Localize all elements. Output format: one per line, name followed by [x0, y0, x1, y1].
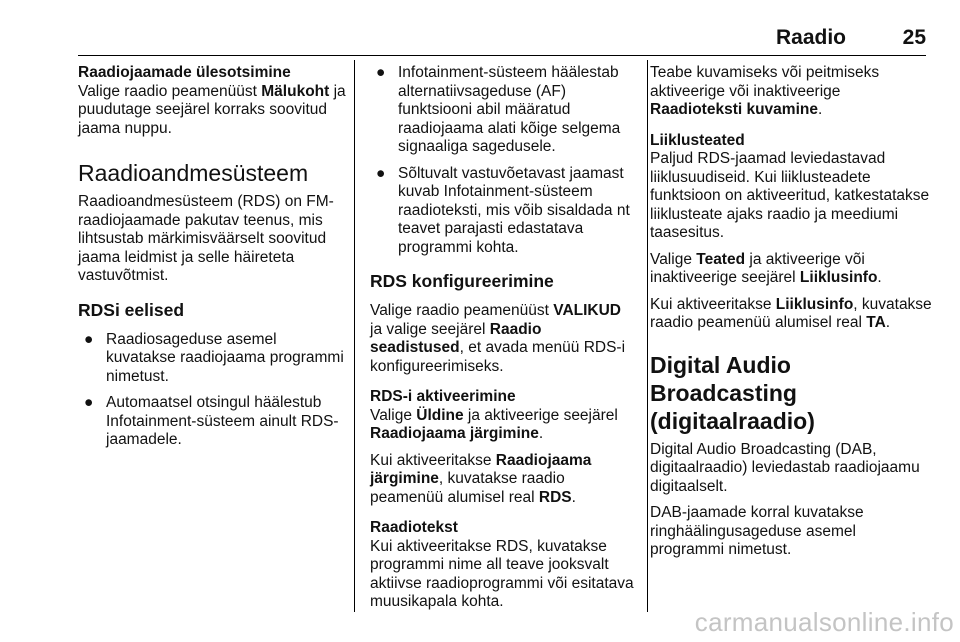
column-divider-2 — [647, 60, 648, 612]
ui-term: Raadiojaama järgimine — [370, 425, 539, 442]
heading-rds-config: RDS konfigureerimine — [370, 271, 554, 291]
heading-rds: Raadioandmesüsteem — [78, 160, 309, 186]
text: Kui aktiveeritakse — [650, 295, 776, 313]
ui-term: Mälukoht — [261, 82, 330, 100]
text: . — [538, 425, 544, 442]
paragraph — [650, 296, 932, 333]
paragraph: Kui aktiveeritakse RDS, kuvatakse programmi nime all teave jooksvalt aktiivse raadioprogrammi või esitatava muusikapala kohta. — [370, 537, 634, 610]
ui-term: Raadioteksti kuvamine — [650, 101, 818, 118]
text: Kui aktiveeritakse — [370, 451, 496, 469]
page-header — [78, 0, 926, 56]
column-3 — [650, 64, 932, 568]
page-title: Raadio — [775, 26, 846, 49]
ui-term: Liiklusinfo — [799, 269, 878, 286]
list-item — [78, 331, 346, 387]
text: , kuvatakse raadio peamenüü alumisel real — [370, 470, 565, 506]
ui-term: Raadiojaama järgimine — [370, 451, 592, 487]
column-divider-1 — [354, 60, 355, 612]
subheading: Raadiotekst — [370, 519, 458, 536]
list-item — [78, 394, 346, 450]
paragraph: DAB-jaamade korral kuvatakse ringhäälingusageduse asemel programmi nimetust. — [650, 504, 864, 558]
bullet-icon: ● — [84, 394, 94, 411]
text: . — [877, 269, 882, 286]
list-item — [370, 165, 636, 258]
text: . — [885, 314, 891, 331]
list-item-text: Automaatsel otsingul häälestub Infotainment-süsteem ainult RDS-jaamadele. — [106, 394, 339, 448]
text: . — [571, 488, 576, 506]
ui-term: RDS — [538, 488, 572, 506]
paragraph — [650, 64, 932, 120]
header-divider — [78, 55, 926, 56]
subheading: Liiklusteated — [650, 131, 745, 149]
column-1 — [78, 64, 346, 458]
bullet-list — [370, 64, 636, 257]
text: ja valige seejärel — [370, 320, 490, 338]
paragraph — [78, 83, 346, 139]
paragraph: Paljud RDS-jaamad leviedastavad liiklusuudiseid. Kui liiklusteadete funktsioon on aktiveeritud, katkestatakse liiklusteate ajaks raadio ja meediumi taasesitus. — [650, 150, 930, 241]
text: ja aktiveerige või inaktiveerige seejärel — [650, 250, 865, 286]
text: , kuvatakse raadio peamenüü alumisel real — [650, 295, 932, 331]
subheading: RDS-i aktiveerimine — [370, 388, 516, 405]
paragraph — [370, 302, 636, 376]
ui-term: Üldine — [416, 406, 464, 424]
text: Valige — [650, 250, 697, 268]
text: Valige raadio peamenüüst — [78, 82, 262, 100]
paragraph — [370, 407, 636, 444]
paragraph: Raadioandmesüsteem (RDS) on FM-raadiojaamade pakutav teenus, mis lihtsustab märkimisväärselt soovitud jaama leidmist ja selle häireteta vastuvõtmist. — [78, 193, 334, 284]
list-item-text: Infotainment-süsteem häälestab alternatiivsageduse (AF) funktsiooni abil määratud raadiojaama alati kõige selgema signaaliga sagedusele. — [398, 64, 621, 155]
bullet-icon: ● — [376, 64, 386, 81]
heading-dab: Digital Audio Broadcasting (digitaalraadio) — [650, 351, 815, 434]
section-title: Raadiojaamade ülesotsimine — [78, 64, 291, 81]
bullet-list — [78, 331, 346, 450]
heading-rds-benefits: RDSi eelised — [78, 299, 185, 320]
bullet-icon: ● — [376, 164, 386, 182]
list-item-text: Sõltuvalt vastuvõetavast jaamast kuvab Infotainment-süsteem raadioteksti, mis võib sisaldada nt teavet parajasti edastatava programmi kohta. — [398, 164, 630, 256]
watermark-text: carmanualsonline.info — [694, 607, 954, 637]
list-item-text: Raadiosageduse asemel kuvatakse raadiojaama programmi nimetust. — [106, 330, 344, 385]
ui-term: TA — [866, 314, 886, 331]
text: ja puudutage seejärel korraks soovitud jaama nuppu. — [78, 82, 346, 137]
column-2 — [370, 64, 636, 620]
text: Valige raadio peamenüüst — [370, 302, 554, 319]
ui-term: Teated — [696, 250, 746, 268]
ui-term: VALIKUD — [553, 302, 622, 319]
text: , et avada menüü RDS-i konfigureerimiseks. — [370, 339, 626, 375]
ui-term: Liiklusinfo — [775, 295, 854, 313]
text: . — [817, 101, 823, 118]
list-item — [370, 64, 636, 157]
paragraph — [370, 452, 636, 508]
text: Valige — [370, 406, 417, 424]
ui-term: Raadio seadistused — [370, 320, 542, 356]
paragraph: Digital Audio Broadcasting (DAB, digitaalraadio) leviedastab raadiojaamu digitaalselt. — [650, 440, 920, 495]
paragraph — [650, 251, 932, 288]
bullet-icon: ● — [84, 330, 94, 348]
text: Teabe kuvamiseks või peitmiseks aktiveerige või inaktiveerige — [650, 64, 880, 100]
text: ja aktiveerige seejärel — [463, 406, 618, 424]
page-number: 25 — [902, 26, 926, 49]
